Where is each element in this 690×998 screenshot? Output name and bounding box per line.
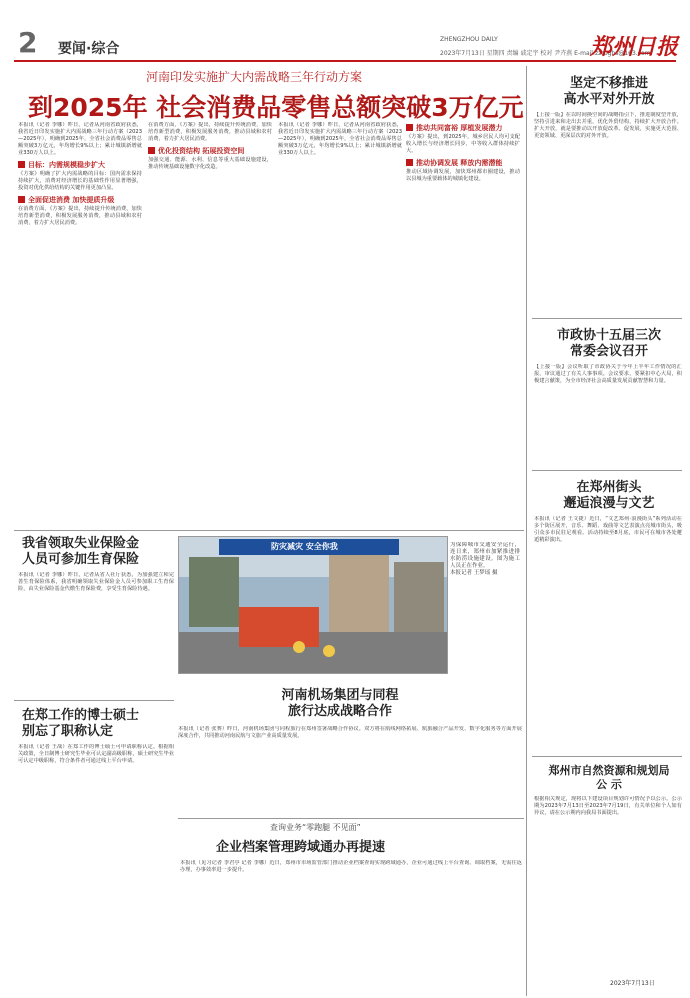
subhead-marker-icon [148, 147, 155, 154]
enterprise-headline: 企业档案管理跨域通办再提速 [216, 840, 386, 855]
side2-body: 【上接一版】会议听取了市政协关于今年上半年工作情况的汇报，审议通过了有关人事事项。会议要求，要紧扣中心大局，积极建言献策，为全市经济社会高质量发展贡献智慧和力量。 [534, 364, 682, 384]
subhead-marker-icon [406, 124, 413, 131]
lead-column-3 [278, 122, 402, 442]
news-photo [178, 536, 448, 674]
divider [532, 470, 682, 471]
airport-headline: 河南机场集团与同程 旅行达成战略合作 [281, 688, 399, 719]
header-rule [14, 60, 676, 62]
lead-sub2-cont: 在消费方面，《方案》提出，持续提升传统消费，加快培育新型消费，积极发展服务消费，推动县域和农村消费，着力扩大居民消费。 [148, 122, 272, 142]
lead-sub2-text: 在消费方面，《方案》提出，持续提升传统消费，加快培育新型消费，积极发展服务消费，推动县域和农村消费，着力扩大居民消费。 [18, 206, 142, 226]
divider [14, 700, 174, 701]
lead-kicker: 河南印发实施扩大内需战略三年行动方案 [146, 70, 363, 84]
lead-subhead-1: 目标：内需规模稳步扩大 [18, 161, 142, 169]
lead-headline: 到2025年 社会消费品零售总额突破3万亿元 [28, 93, 524, 122]
notice-date: 2023年7月13日 [610, 980, 655, 987]
lead-intro: 本报讯（记者 李娜）昨日，记者从河南省政府获悉，我省近日印发实施扩大内需战略三年行动方案（2023—2025年），明确到2025年，全省社会消费品零售总额突破3万亿元，年均增长9%以上；累计城镇新增就业330万人以上。 [18, 122, 142, 156]
doctor-headline: 在郑工作的博士硕士 别忘了职称认定 [22, 708, 140, 739]
lead-subhead-5: 优化投资结构 拓展投资空间 [148, 147, 272, 155]
enterprise-kicker: 查询业务“零跑腿 不见面” [270, 823, 361, 832]
unemployment-headline: 我省领取失业保险金 人员可参加生育保险 [22, 536, 140, 567]
doctor-body: 本报讯（记者 王战）在郑工作的博士硕士可申请职称认定。根据相关政策，全日制博士研究生毕业可认定副高级职称，硕士研究生毕业可认定中级职称，符合条件者可通过线上平台申请。 [18, 744, 174, 764]
photo-image [179, 537, 447, 673]
notice-headline: 郑州市自然资源和规划局 公 示 [548, 764, 670, 791]
section-title: 要闻·综合 [58, 41, 120, 57]
lead-sub3-text: 《方案》提出，到2025年，城乡居民人均可支配收入增长与经济增长同步，中等收入群体持续扩大。 [406, 134, 520, 154]
subhead-marker-icon [406, 159, 413, 166]
lead-column-2 [148, 122, 272, 442]
airport-body: 本报讯（记者 张赛）昨日，河南机场集团与同程旅行在郑州签署战略合作协议。双方将在航线网络拓展、航旅融合产品开发、数字化服务等方面开展深度合作，共同推动河南民航与文旅产业高质量发展。 [178, 726, 522, 739]
side1-headline: 坚定不移推进 高水平对外开放 [563, 76, 655, 107]
lead-subhead-3: 推动共同富裕 厚植发展潜力 [406, 124, 520, 132]
column-divider [526, 66, 527, 996]
issue-info: 2023年7月13日 星期四 责编 戚定宇 校对 尹卉燕 E-mail:zzrbgbs@163.com [440, 50, 651, 57]
divider [532, 318, 682, 319]
newspaper-logo: 郑州日报 [590, 34, 679, 60]
side3-body: 本报讯（记者 王文捷）近日，“文艺郑州·浪漫街头”系列活动在多个街区展开，音乐、舞蹈、戏曲等文艺表演点亮城市街头，吸引众多市民驻足观看。活动持续至8月底，市民可在城市各处邂逅精彩演出。 [534, 516, 682, 543]
lead-subhead-2: 全面促进消费 加快提质升级 [18, 196, 142, 204]
subhead-marker-icon [18, 161, 25, 168]
unemployment-body: 本报讯（记者 李娜）昨日，记者从省人社厅获悉，为加强建立和完善生育保险体系，我省明确领取失业保险金人员可参加职工生育保险，由失业保险基金代缴生育保险费，享受生育保险待遇。 [18, 572, 174, 592]
enterprise-body: 本报讯（见习记者 李君亭 记者 李娜）近日，郑州市市场监管部门推动企业档案查询实现跨域通办，企业可通过线上平台查询、调取档案，无需往返办理，办事效率进一步提升。 [180, 860, 522, 873]
notice-body: 根据相关规定，现将以下建设项目规划许可情况予以公示。公示期为2023年7月13日至2023年7月19日，有关单位和个人如有异议，请在公示期内向我局书面提出。 [534, 796, 682, 816]
subhead-marker-icon [18, 196, 25, 203]
lead-sub3-pre: 本报讯（记者 李娜）昨日，记者从河南省政府获悉，我省近日印发实施扩大内需战略三年行动方案（2023—2025年），明确到2025年，全省社会消费品零售总额突破3万亿元，年均增长9%以上；累计城镇新增就业330万人以上。 [278, 122, 402, 156]
divider [178, 818, 524, 819]
lead-sub4-text: 推动区域协调发展，加快郑州都市圈建设，推动以县城为重要载体的城镇化建设。 [406, 169, 520, 182]
side2-headline: 市政协十五届三次 常委会议召开 [556, 328, 661, 359]
photo-banner-text: 防灾减灾 安全你我 [271, 542, 338, 551]
page-number: 2 [18, 26, 38, 59]
lead-subhead-4: 推动协调发展 释放内需潜能 [406, 159, 520, 167]
divider [14, 530, 524, 531]
side1-body: 【上接一版】在以时间换空间的战略指引下，推进制度型开放，坚持引进来和走出去并重，优化外贸结构，持续扩大开放合作。扩大开放，就是要推动以开放促改革、促发展，实施更大范围、更宽领域、更深层次的对外开放。 [534, 112, 682, 139]
lead-sub5-text: 加强交通、能源、水利、信息等重大基础设施建设，推动传统基础设施数字化改造。 [148, 157, 272, 170]
photo-caption: 为保障城市交通安全运行，连日来，郑州市加紧推进排水防涝设施建设。图为施工人员正在作业。 本报记者 王梦瑶 摄 [450, 542, 520, 576]
lead-column-4 [406, 122, 520, 442]
side3-headline: 在郑州街头 邂逅浪漫与文艺 [563, 480, 655, 511]
paper-english-name: ZHENGZHOU DAILY [440, 36, 498, 43]
divider [532, 756, 682, 757]
lead-sub1-text: 《方案》明确了扩大内需战略的目标：国内需求保持持续扩大，消费对经济增长的基础性作用显著增强，投资对优化供给结构的关键作用更加凸显。 [18, 171, 142, 191]
